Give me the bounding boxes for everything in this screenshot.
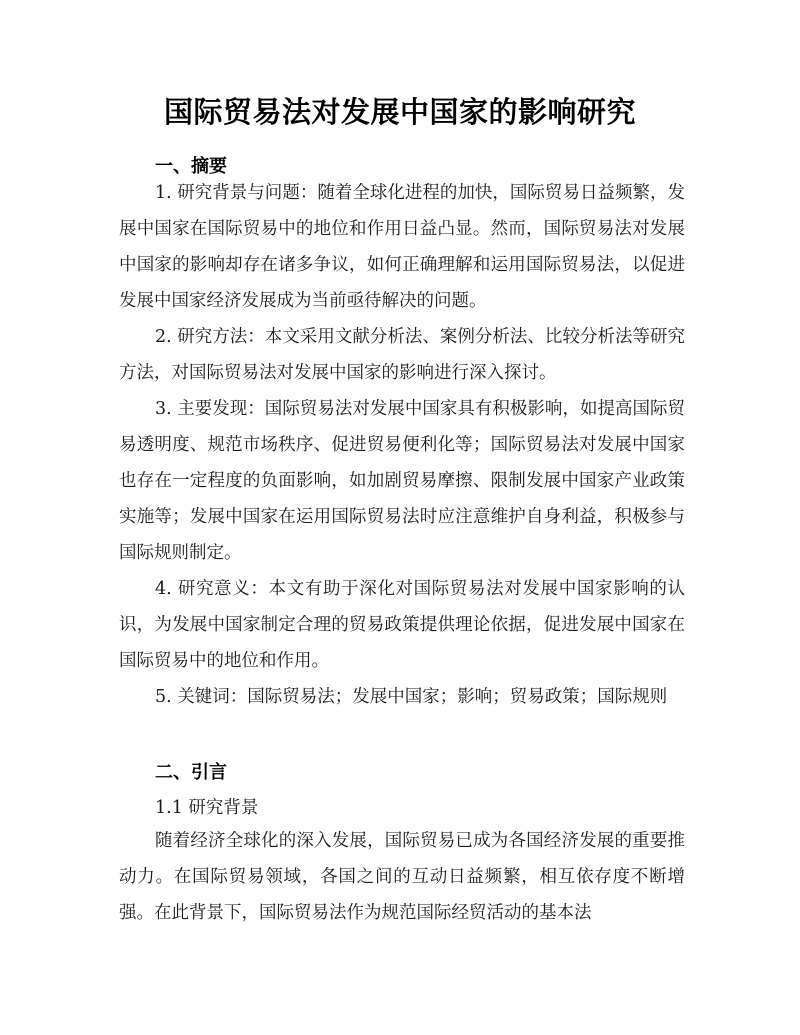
abstract-item-4: 4. 研究意义：本文有助于深化对国际贸易法对发展中国家影响的认识，为发展中国家制定合理的贸易政策提供理论依据，促进发展中国家在国际贸易中的地位和作用。 [119,579,685,671]
abstract-item-2: 2. 研究方法：本文采用文献分析法、案例分析法、比较分析法等研究方法，对国际贸易法对发展中国家的影响进行深入探讨。 [119,327,685,383]
intro-heading: 二、引言 [155,762,227,783]
document-title: 国际贸易法对发展中国家的影响研究 [163,95,636,129]
abstract-item-1: 1. 研究背景与问题：随着全球化进程的加快，国际贸易日益频繁，发展中国家在国际贸易中的地位和作用日益凸显。然而，国际贸易法对发展中国家的影响却存在诸多争议，如何正确理解和运用国际贸易法，以促进发展中国家经济发展成为当前亟待解决的问题。 [119,183,685,311]
abstract-item-3: 3. 主要发现：国际贸易法对发展中国家具有积极影响，如提高国际贸易透明度、规范市场秩序、促进贸易便利化等；国际贸易法对发展中国家也存在一定程度的负面影响，如加剧贸易摩擦、限制发展中国家产业政策实施等；发展中国家在运用国际贸易法时应注意维护自身利益，积极参与国际规则制定。 [119,399,685,563]
intro-subheading: 1.1 研究背景 [155,798,259,818]
intro-paragraph: 随着经济全球化的深入发展，国际贸易已成为各国经济发展的重要推动力。在国际贸易领域，各国之间的互动日益频繁，相互依存度不断增强。在此背景下，国际贸易法作为规范国际经贸活动的基本法 [119,831,685,923]
abstract-heading: 一、摘要 [155,156,227,177]
abstract-item-5: 5. 关键词：国际贸易法；发展中国家；影响；贸易政策；国际规则 [155,687,668,707]
